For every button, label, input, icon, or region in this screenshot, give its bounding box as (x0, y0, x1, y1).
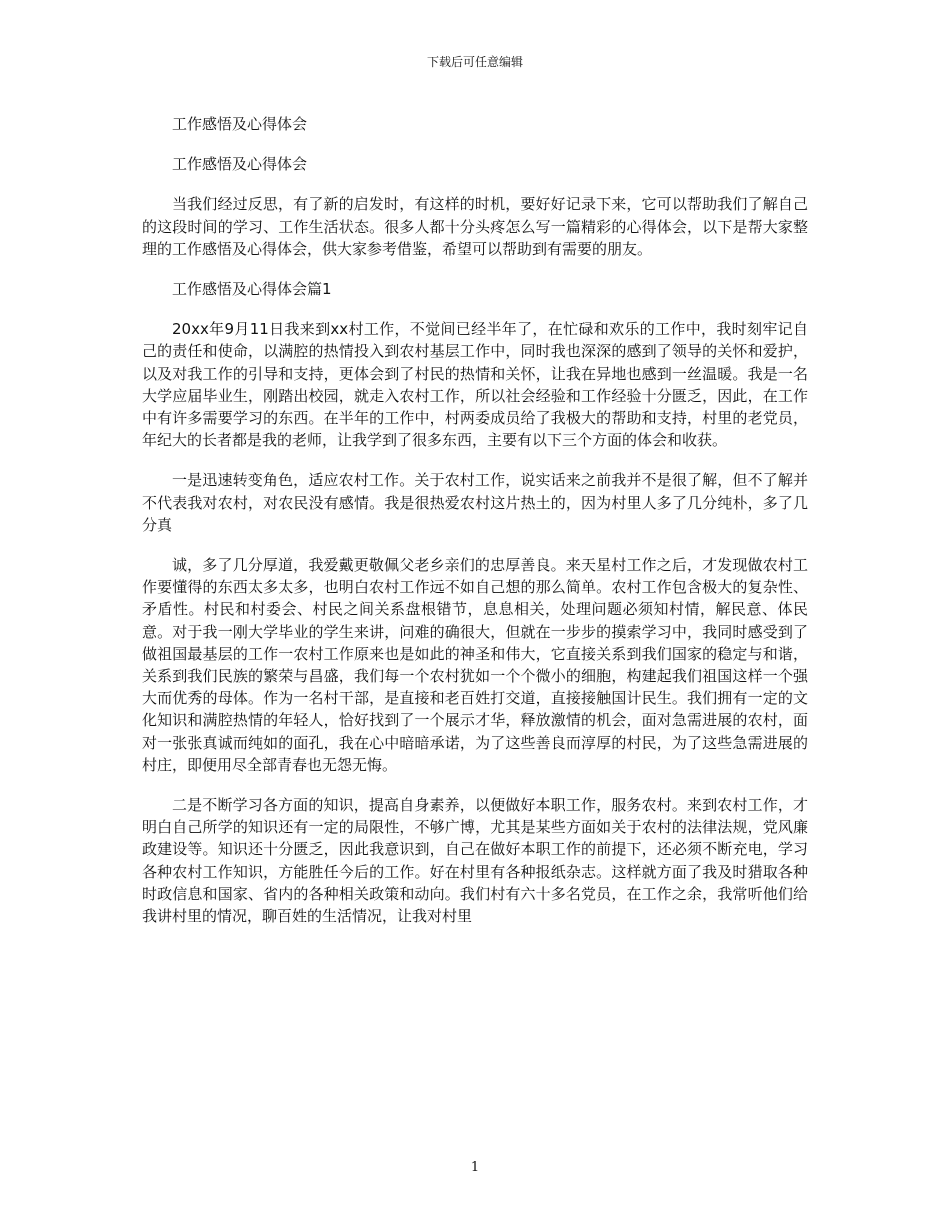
body-paragraph: 20xx年9月11日我来到xx村工作，不觉间已经半年了，在忙碌和欢乐的工作中，我时刻牢记自己的责任和使命，以满腔的热情投入到农村基层工作中，同时我也深深的感到了领导的关怀和爱护，以及对我工作的引导和支持，更体会到了村民的热情和关怀，让我在异地也感到一丝温暖。我是一名大学应届毕业生，刚踏出校园，就走入农村工作，所以社会经验和工作经验十分匮乏，因此，在工作中有许多需要学习的东西。在半年的工作中，村两委成员给了我极大的帮助和支持，村里的老党员，年纪大的长者都是我的老师，让我学到了很多东西，主要有以下三个方面的体会和收获。 (142, 320, 808, 450)
body-paragraph: 二是不断学习各方面的知识，提高自身素养，以便做好本职工作，服务农村。来到农村工作，才明白自己所学的知识还有一定的局限性，不够广博，尤其是某些方面如关于农村的法律法规，党风廉政建设等。知识还十分匮乏，因此我意识到，自己在做好本职工作的前提下，还必须不断充电，学习各种农村工作知识，方能胜任今后的工作。好在村里有各种报纸杂志。这样就方面了我及时猎取各种时政信息和国家、省内的各种相关政策和动向。我们村有六十多名党员，在工作之余，我常听他们给我讲村里的情况，聊百姓的生活情况，让我对村里 (142, 796, 808, 926)
intro-paragraph: 当我们经过反思，有了新的启发时，有这样的时机，要好好记录下来，它可以帮助我们了解自己的这段时间的学习、工作生活状态。很多人都十分头疼怎么写一篇精彩的心得体会，以下是帮大家整理的工作感悟及心得体会，供大家参考借鉴，希望可以帮助到有需要的朋友。 (142, 195, 808, 258)
section-heading: 工作感悟及心得体会篇1 (172, 280, 332, 299)
body-paragraph: 诚，多了几分厚道，我爱戴更敬佩父老乡亲们的忠厚善良。来天星村工作之后，才发现做农村工作要懂得的东西太多太多，也明白农村工作远不如自己想的那么简单。农村工作包含极大的复杂性、矛盾性。村民和村委会、村民之间关系盘根错节，息息相关，处理问题必须知村情，解民意、体民意。对于我一刚大学毕业的学生来讲，问难的确很大，但就在一步步的摸索学习中，我同时感受到了做祖国最基层的工作一农村工作原来也是如此的神圣和伟大，它直接关系到我们国家的稳定与和谐，关系到我们民族的繁荣与昌盛，我们每一个农村犹如一个个微小的细胞，构建起我们祖国这样一个强大而优秀的母体。作为一名村干部，是直接和老百姓打交道，直接接触国计民生。我们拥有一定的文化知识和满腔热情的年轻人，恰好找到了一个展示才华，释放激情的机会，面对急需进展的农村，面对一张张真诚而纯如的面孔，我在心中暗暗承诺，为了这些善良而淳厚的村民，为了这些急需进展的村庄，即便用尽全部青春也无怨无悔。 (142, 556, 808, 774)
page-number: 1 (470, 1160, 480, 1175)
document-subtitle: 工作感悟及心得体会 (172, 155, 308, 174)
body-paragraph: 一是迅速转变角色，适应农村工作。关于农村工作，说实话来之前我并不是很了解，但不了解并不代表我对农村，对农民没有感情。我是很热爱农村这片热土的，因为村里人多了几分纯朴，多了几分真 (142, 471, 808, 534)
page-header: 下载后可任意编辑 (426, 55, 523, 69)
document-body (142, 113, 808, 945)
document-title: 工作感悟及心得体会 (172, 115, 308, 133)
